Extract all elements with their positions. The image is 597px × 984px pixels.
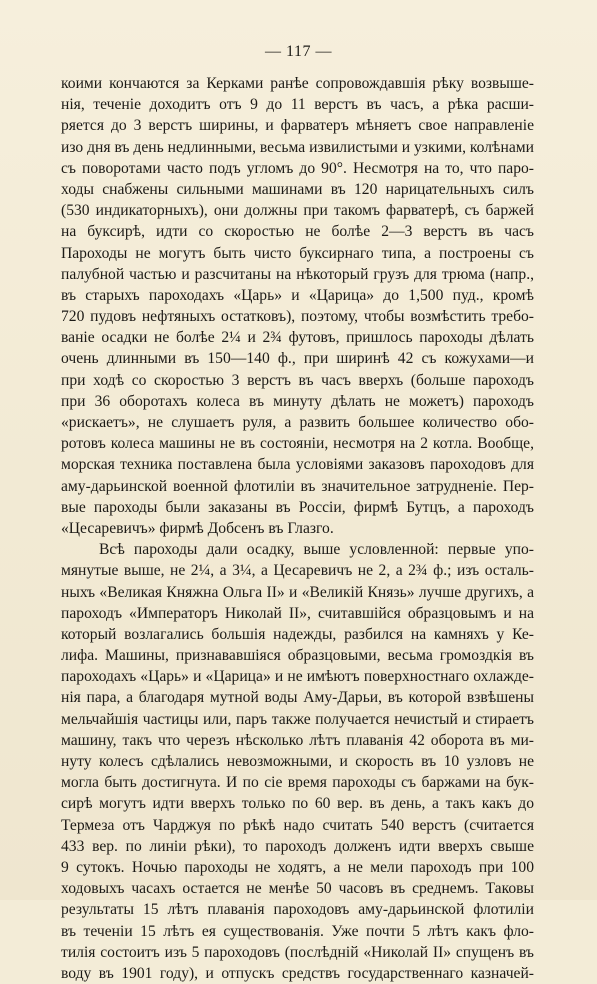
text-line: мянутые выше, не 2¼, а 3¼, а Цесаревичъ не 2, а 2¾ ф.; изъ осталь- [61,562,534,580]
text-line: коими кончаются за Керками ранѣе сопровождавшiя рѣку возвыше- [61,75,534,92]
text-line: мельчайшiя частицы или, паръ также получается нечистый и стираетъ [61,710,534,728]
text-line: при ходѣ со скоростью 3 верстъ въ часъ вверхъ (больше пароходъ [61,371,534,389]
text-line: въ старыхъ пароходахъ «Царь» и «Царица» до 1,500 пуд., кромѣ [61,286,534,304]
text-line: съ поворотами часто подъ угломъ до 90°. Несмотря на то, что паро- [61,159,534,177]
text-line: очень длинными въ 150—140 ф., при ширинѣ 42 съ кожухами—и [61,350,534,368]
text-line: ныхъ «Великая Княжна Ольга II» и «Великiй Князь» лучше другихъ, а [61,583,534,601]
text-line: который возлагались большiя надежды, разбился на камняхъ у Ке- [61,625,534,643]
text-line: машину, такъ что черезъ нѣсколько лѣтъ плаванiя 42 оборота въ ми- [61,731,534,749]
text-line: аму-дарьинской военной флотилiи въ значительное затрудненiе. Пер- [61,477,534,495]
text-line: Пароходы не могутъ быть чисто буксирнаго типа, а построены съ [61,244,534,262]
paragraph-2 [61,539,534,984]
text-line: ходы снабжены сильными машинами въ 120 нарицательныхъ силъ [61,180,534,198]
body-text [61,73,534,984]
text-line: изо дня въ день недлинными, весьма извилистыми и узкими, колѣнами [61,138,534,156]
text-line: на буксирѣ, идти со скоростью не болѣе 2—3 верстъ въ часъ [61,223,534,241]
text-line: пароходахъ «Царь» и «Царица» и не имѣютъ поверхностнаго охлажде- [61,668,534,686]
text-line: сирѣ могутъ идти вверхъ только по 60 вер. въ день, а такъ какъ до [61,795,534,813]
text-line: тилiя состоитъ изъ 5 пароходовъ (послѣднiй «Николай II» спущенъ въ [61,943,534,961]
text-line: нiя, теченiе доходитъ отъ 9 до 11 верстъ въ часъ, а рѣка расши- [61,96,534,114]
text-line: Термеза отъ Чарджуя по рѣкѣ надо считать 540 верстъ (считается [61,816,534,834]
text-line: нуту колесъ сдѣлались невозможными, и скорость въ 10 узловъ не [61,753,534,770]
text-line: воду въ 1901 году), и отпускъ средствъ государственнаго казначей- [61,964,534,982]
text-line: ряется до 3 верстъ ширины, и фарватеръ мѣняетъ свое направленiе [61,117,534,135]
text-line: пароходъ «Императоръ Николай II», считавшiйся образцовымъ и на [61,604,534,622]
paragraph-1 [61,73,534,539]
text-line: палубной частью и разсчитаны на нѣкоторый грузъ для трюма (напр., [61,265,534,283]
text-line: ходовыхъ часахъ остается не менѣе 50 часовъ въ среднемъ. Таковы [61,880,534,898]
text-line: при 36 оборотахъ колеса въ минуту дѣлать не можетъ) пароходъ [61,392,534,410]
text-line: Всѣ пароходы дали осадку, выше условленной: первые упо- [99,541,534,559]
text-line: (530 индикаторныхъ), они должны при такомъ фарватерѣ, съ баржей [61,202,534,220]
text-line: въ теченiи 15 лѣтъ ея существованiя. Уже почти 5 лѣтъ какъ фло- [61,922,534,940]
text-line: 433 вер. по линiи рѣки), то пароходъ долженъ идти вверхъ свыше [61,837,534,855]
text-line: «рискаетъ», не слушаетъ руля, а развить большее количество обо- [61,414,534,431]
text-line: результаты 15 лѣтъ плаванiя пароходовъ аму-дарьинской флотилiи [61,901,534,919]
page-number: — 117 — [265,43,332,60]
text-line: нiя пара, а благодаря мутной воды Аму-Дарьи, въ которой взвѣшены [61,689,534,707]
text-line: «Цесаревичъ» фирмѣ Добсенъ въ Глазго. [61,519,334,537]
text-line: 720 пудовъ нефтяныхъ остатковъ), поэтому, чтобы возмѣстить требо- [61,308,534,326]
text-line: ротовъ колеса машины не въ состоянiи, несмотря на 2 котла. Вообще, [61,435,534,453]
text-line: вые пароходы были заказаны въ Россiи, фирмѣ Бутцъ, а пароходъ [61,498,534,516]
text-line: 9 сутокъ. Ночью пароходы не ходятъ, а не мели пароходъ при 100 [61,858,534,876]
text-line: лифа. Машины, признававшiяся образцовыми, весьма громоздкiя въ [61,647,534,665]
text-line: морская техника поставлена была условiями заказовъ пароходовъ для [61,456,534,474]
text-line: ванiе осадки не болѣе 2¼ и 2¾ футовъ, пришлось пароходы дѣлать [61,329,534,347]
text-line: могла быть достигнута. И по сiе время пароходы съ баржами на бук- [61,774,534,792]
